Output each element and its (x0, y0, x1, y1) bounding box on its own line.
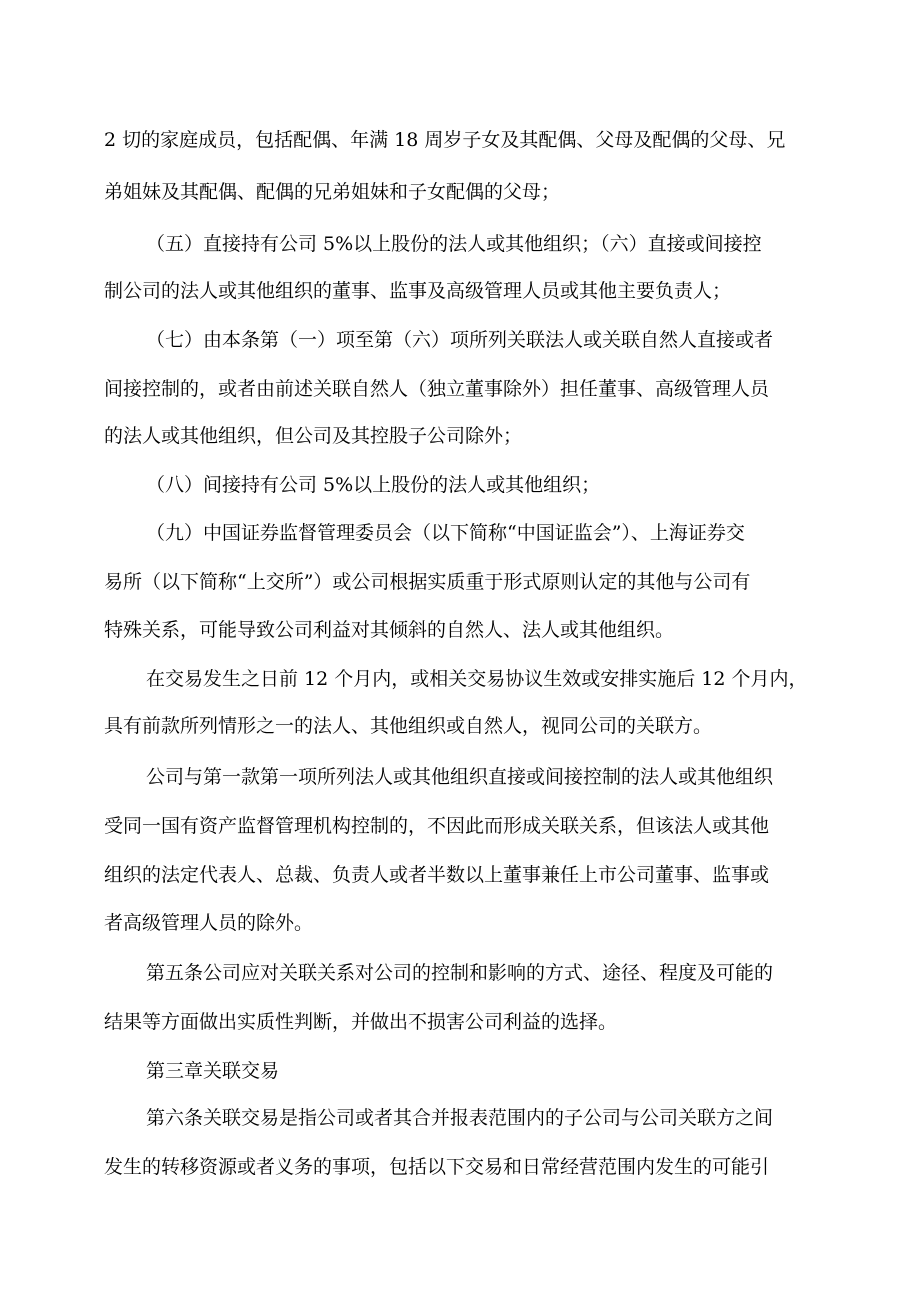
text-line: 2 切的家庭成员，包括配偶、年满 18 周岁子女及其配偶、父母及配偶的父母、兄 (104, 129, 786, 151)
text-line: 特殊关系，可能导致公司利益对其倾斜的自然人、法人或其他组织。 (104, 619, 675, 641)
text-line: （九）中国证券监督管理委员会（以下简称“中国证监会”）、上海证券交 (146, 522, 745, 544)
text-line: 在交易发生之日前 12 个月内，或相关交易协议生效或安排实施后 12 个月内， (146, 668, 808, 690)
text-line: 公司与第一款第一项所列法人或其他组织直接或间接控制的法人或其他组织 (146, 766, 774, 788)
text-line: 的法人或其他组织，但公司及其控股子公司除外； (104, 425, 523, 447)
text-line: 制公司的法人或其他组织的董事、监事及高级管理人员或其他主要负责人； (104, 280, 732, 302)
text-line: 者高级管理人员的除外。 (104, 912, 314, 934)
text-line: （八）间接持有公司 5%以上股份的法人或其他组织； (146, 474, 601, 496)
section-heading: 第三章关联交易 (146, 1060, 280, 1082)
text-line: 组织的法定代表人、总裁、负责人或者半数以上董事兼任上市公司董事、监事或 (104, 864, 770, 886)
text-line: 间接控制的，或者由前述关联自然人（独立董事除外）担任董事、高级管理人员 (104, 378, 770, 400)
text-line: 第六条关联交易是指公司或者其合并报表范围内的子公司与公司关联方之间 (146, 1107, 774, 1129)
text-line: 受同一国有资产监督管理机构控制的，不因此而形成关联关系，但该法人或其他 (104, 815, 770, 837)
text-line: （七）由本条第（一）项至第（六）项所列关联法人或关联自然人直接或者 (146, 329, 774, 351)
text-line: （五）直接持有公司 5%以上股份的法人或其他组织；（六）直接或间接控 (146, 233, 762, 255)
text-line: 具有前款所列情形之一的法人、其他组织或自然人，视同公司的关联方。 (104, 715, 713, 737)
text-line: 易所（以下简称“上交所”）或公司根据实质重于形式原则认定的其他与公司有 (104, 571, 751, 593)
text-line: 第五条公司应对关联关系对公司的控制和影响的方式、途径、程度及可能的 (146, 962, 774, 984)
text-line: 弟姐妹及其配偶、配偶的兄弟姐妹和子女配偶的父母； (104, 181, 561, 203)
text-line: 发生的转移资源或者义务的事项，包括以下交易和日常经营范围内发生的可能引 (104, 1156, 770, 1178)
text-line: 结果等方面做出实质性判断，并做出不损害公司利益的选择。 (104, 1011, 618, 1033)
